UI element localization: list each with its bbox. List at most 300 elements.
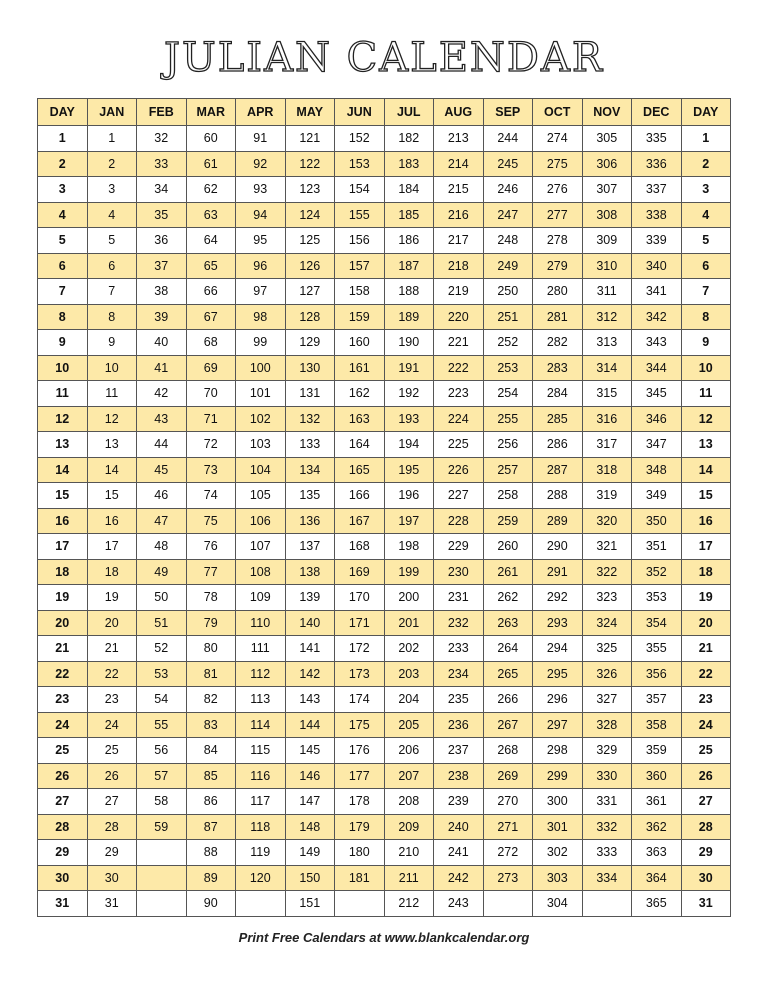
julian-day-cell: 129 (285, 330, 335, 356)
julian-day-cell: 155 (335, 202, 385, 228)
julian-day-cell: 329 (582, 738, 632, 764)
day-number-cell: 2 (681, 151, 731, 177)
julian-day-cell: 121 (285, 126, 335, 152)
julian-day-cell: 245 (483, 151, 533, 177)
julian-day-cell: 172 (335, 636, 385, 662)
julian-day-cell: 193 (384, 406, 434, 432)
day-number-cell: 16 (681, 508, 731, 534)
table-row (38, 177, 731, 203)
day-number-cell: 9 (38, 330, 88, 356)
julian-day-cell: 322 (582, 559, 632, 585)
column-header-jul: JUL (384, 99, 434, 126)
day-number-cell: 14 (38, 457, 88, 483)
julian-day-cell: 236 (434, 712, 484, 738)
julian-day-cell (137, 840, 187, 866)
julian-day-cell: 163 (335, 406, 385, 432)
julian-day-cell: 167 (335, 508, 385, 534)
julian-day-cell: 313 (582, 330, 632, 356)
julian-day-cell: 133 (285, 432, 335, 458)
julian-day-cell: 43 (137, 406, 187, 432)
julian-day-cell: 55 (137, 712, 187, 738)
julian-day-cell: 359 (632, 738, 682, 764)
julian-day-cell: 30 (87, 865, 137, 891)
julian-day-cell: 204 (384, 687, 434, 713)
julian-day-cell: 274 (533, 126, 583, 152)
julian-day-cell: 60 (186, 126, 236, 152)
julian-day-cell: 241 (434, 840, 484, 866)
julian-day-cell: 148 (285, 814, 335, 840)
julian-day-cell: 319 (582, 483, 632, 509)
julian-day-cell: 219 (434, 279, 484, 305)
table-row (38, 687, 731, 713)
julian-day-cell: 70 (186, 381, 236, 407)
julian-day-cell: 238 (434, 763, 484, 789)
table-row (38, 355, 731, 381)
julian-day-cell: 36 (137, 228, 187, 254)
day-number-cell: 12 (38, 406, 88, 432)
julian-day-cell: 101 (236, 381, 286, 407)
julian-day-cell: 69 (186, 355, 236, 381)
julian-day-cell: 103 (236, 432, 286, 458)
julian-day-cell: 28 (87, 814, 137, 840)
day-number-cell: 12 (681, 406, 731, 432)
julian-day-cell: 149 (285, 840, 335, 866)
julian-day-cell: 312 (582, 304, 632, 330)
day-number-cell: 17 (681, 534, 731, 560)
julian-day-cell: 310 (582, 253, 632, 279)
julian-day-cell (236, 891, 286, 917)
table-row (38, 126, 731, 152)
julian-day-cell: 45 (137, 457, 187, 483)
julian-day-cell: 294 (533, 636, 583, 662)
column-header-jan: JAN (87, 99, 137, 126)
julian-day-cell: 292 (533, 585, 583, 611)
julian-day-cell: 293 (533, 610, 583, 636)
julian-day-cell: 27 (87, 789, 137, 815)
julian-day-cell: 362 (632, 814, 682, 840)
julian-day-cell: 279 (533, 253, 583, 279)
julian-day-cell: 87 (186, 814, 236, 840)
julian-day-cell: 118 (236, 814, 286, 840)
julian-day-cell: 40 (137, 330, 187, 356)
julian-day-cell: 201 (384, 610, 434, 636)
table-row (38, 457, 731, 483)
julian-day-cell: 44 (137, 432, 187, 458)
julian-day-cell: 352 (632, 559, 682, 585)
julian-day-cell: 268 (483, 738, 533, 764)
julian-day-cell: 235 (434, 687, 484, 713)
julian-day-cell: 355 (632, 636, 682, 662)
julian-day-cell: 131 (285, 381, 335, 407)
julian-day-cell: 86 (186, 789, 236, 815)
julian-day-cell: 224 (434, 406, 484, 432)
day-number-cell: 20 (38, 610, 88, 636)
day-number-cell: 19 (681, 585, 731, 611)
julian-day-cell: 188 (384, 279, 434, 305)
column-header-aug: AUG (434, 99, 484, 126)
julian-day-cell: 26 (87, 763, 137, 789)
julian-day-cell: 85 (186, 763, 236, 789)
julian-day-cell: 59 (137, 814, 187, 840)
julian-day-cell: 110 (236, 610, 286, 636)
julian-day-cell: 115 (236, 738, 286, 764)
julian-day-cell: 206 (384, 738, 434, 764)
table-row (38, 585, 731, 611)
julian-day-cell: 320 (582, 508, 632, 534)
julian-day-cell: 94 (236, 202, 286, 228)
julian-day-cell: 258 (483, 483, 533, 509)
julian-day-cell: 326 (582, 661, 632, 687)
julian-day-cell: 125 (285, 228, 335, 254)
julian-day-cell: 127 (285, 279, 335, 305)
julian-day-cell: 89 (186, 865, 236, 891)
table-row (38, 840, 731, 866)
day-number-cell: 8 (38, 304, 88, 330)
julian-day-cell: 123 (285, 177, 335, 203)
day-number-cell: 5 (38, 228, 88, 254)
day-number-cell: 5 (681, 228, 731, 254)
julian-day-cell: 286 (533, 432, 583, 458)
julian-day-cell: 165 (335, 457, 385, 483)
julian-day-cell: 208 (384, 789, 434, 815)
julian-day-cell: 332 (582, 814, 632, 840)
column-header-may: MAY (285, 99, 335, 126)
julian-day-cell: 53 (137, 661, 187, 687)
table-row (38, 483, 731, 509)
julian-day-cell: 211 (384, 865, 434, 891)
julian-day-cell: 116 (236, 763, 286, 789)
julian-day-cell: 78 (186, 585, 236, 611)
julian-day-cell: 92 (236, 151, 286, 177)
table-row (38, 865, 731, 891)
julian-day-cell: 186 (384, 228, 434, 254)
day-number-cell: 1 (681, 126, 731, 152)
julian-day-cell: 82 (186, 687, 236, 713)
julian-day-cell: 260 (483, 534, 533, 560)
julian-day-cell: 75 (186, 508, 236, 534)
julian-day-cell: 124 (285, 202, 335, 228)
julian-day-cell: 296 (533, 687, 583, 713)
julian-day-cell: 164 (335, 432, 385, 458)
julian-day-cell: 136 (285, 508, 335, 534)
julian-day-cell: 74 (186, 483, 236, 509)
julian-day-cell: 1 (87, 126, 137, 152)
julian-day-cell: 50 (137, 585, 187, 611)
julian-day-cell: 325 (582, 636, 632, 662)
column-header-sep: SEP (483, 99, 533, 126)
julian-day-cell: 223 (434, 381, 484, 407)
julian-day-cell: 52 (137, 636, 187, 662)
julian-day-cell: 173 (335, 661, 385, 687)
julian-day-cell: 266 (483, 687, 533, 713)
julian-day-cell: 277 (533, 202, 583, 228)
julian-day-cell: 6 (87, 253, 137, 279)
julian-day-cell: 180 (335, 840, 385, 866)
julian-day-cell: 205 (384, 712, 434, 738)
julian-day-cell (137, 865, 187, 891)
day-number-cell: 4 (38, 202, 88, 228)
day-number-cell: 11 (38, 381, 88, 407)
table-row (38, 610, 731, 636)
julian-day-cell: 143 (285, 687, 335, 713)
julian-day-cell: 51 (137, 610, 187, 636)
julian-day-cell: 216 (434, 202, 484, 228)
day-number-cell: 10 (681, 355, 731, 381)
julian-day-cell: 185 (384, 202, 434, 228)
table-row (38, 406, 731, 432)
julian-day-cell: 361 (632, 789, 682, 815)
julian-day-cell: 246 (483, 177, 533, 203)
day-number-cell: 14 (681, 457, 731, 483)
julian-day-cell: 209 (384, 814, 434, 840)
julian-day-cell: 327 (582, 687, 632, 713)
table-row (38, 508, 731, 534)
julian-day-cell: 168 (335, 534, 385, 560)
julian-day-cell: 31 (87, 891, 137, 917)
julian-day-cell: 90 (186, 891, 236, 917)
julian-day-cell: 154 (335, 177, 385, 203)
column-header-feb: FEB (137, 99, 187, 126)
day-number-cell: 7 (681, 279, 731, 305)
julian-day-cell: 341 (632, 279, 682, 305)
julian-day-cell: 169 (335, 559, 385, 585)
day-number-cell: 25 (38, 738, 88, 764)
julian-day-cell: 364 (632, 865, 682, 891)
julian-day-cell: 162 (335, 381, 385, 407)
day-number-cell: 31 (38, 891, 88, 917)
julian-day-cell: 150 (285, 865, 335, 891)
julian-day-cell: 46 (137, 483, 187, 509)
julian-day-cell: 95 (236, 228, 286, 254)
julian-day-cell: 65 (186, 253, 236, 279)
julian-day-cell: 217 (434, 228, 484, 254)
julian-day-cell: 195 (384, 457, 434, 483)
julian-day-cell: 343 (632, 330, 682, 356)
julian-day-cell: 221 (434, 330, 484, 356)
julian-day-cell: 63 (186, 202, 236, 228)
day-number-cell: 10 (38, 355, 88, 381)
julian-day-cell (335, 891, 385, 917)
column-header-day-left: DAY (38, 99, 88, 126)
julian-day-cell: 183 (384, 151, 434, 177)
julian-day-cell: 22 (87, 661, 137, 687)
julian-day-cell: 106 (236, 508, 286, 534)
julian-day-cell: 76 (186, 534, 236, 560)
julian-day-cell: 174 (335, 687, 385, 713)
julian-day-cell: 19 (87, 585, 137, 611)
day-number-cell: 6 (38, 253, 88, 279)
julian-day-cell: 316 (582, 406, 632, 432)
julian-day-cell: 35 (137, 202, 187, 228)
julian-day-cell: 91 (236, 126, 286, 152)
julian-day-cell: 247 (483, 202, 533, 228)
julian-day-cell: 227 (434, 483, 484, 509)
julian-day-cell: 64 (186, 228, 236, 254)
julian-day-cell: 191 (384, 355, 434, 381)
julian-day-cell: 14 (87, 457, 137, 483)
julian-day-cell: 336 (632, 151, 682, 177)
julian-day-cell: 212 (384, 891, 434, 917)
day-number-cell: 4 (681, 202, 731, 228)
julian-day-cell: 228 (434, 508, 484, 534)
julian-day-cell: 119 (236, 840, 286, 866)
julian-day-cell: 280 (533, 279, 583, 305)
julian-day-cell: 347 (632, 432, 682, 458)
julian-day-cell: 345 (632, 381, 682, 407)
julian-day-cell: 199 (384, 559, 434, 585)
julian-day-cell: 107 (236, 534, 286, 560)
day-number-cell: 9 (681, 330, 731, 356)
julian-day-cell: 144 (285, 712, 335, 738)
day-number-cell: 13 (681, 432, 731, 458)
day-number-cell: 18 (681, 559, 731, 585)
julian-day-cell (137, 891, 187, 917)
julian-day-cell: 160 (335, 330, 385, 356)
julian-day-cell: 145 (285, 738, 335, 764)
day-number-cell: 26 (681, 763, 731, 789)
julian-day-cell: 213 (434, 126, 484, 152)
julian-day-cell: 350 (632, 508, 682, 534)
day-number-cell: 27 (38, 789, 88, 815)
julian-day-cell: 157 (335, 253, 385, 279)
julian-day-cell: 66 (186, 279, 236, 305)
julian-day-cell: 178 (335, 789, 385, 815)
julian-day-cell: 108 (236, 559, 286, 585)
julian-day-cell: 7 (87, 279, 137, 305)
julian-day-cell: 276 (533, 177, 583, 203)
julian-day-cell: 275 (533, 151, 583, 177)
julian-day-cell: 42 (137, 381, 187, 407)
julian-day-cell: 351 (632, 534, 682, 560)
julian-day-cell: 297 (533, 712, 583, 738)
julian-day-cell: 111 (236, 636, 286, 662)
julian-day-cell: 20 (87, 610, 137, 636)
julian-day-cell: 96 (236, 253, 286, 279)
julian-day-cell: 120 (236, 865, 286, 891)
julian-day-cell: 102 (236, 406, 286, 432)
julian-day-cell: 234 (434, 661, 484, 687)
julian-day-cell: 73 (186, 457, 236, 483)
table-row (38, 789, 731, 815)
julian-day-cell: 324 (582, 610, 632, 636)
julian-day-cell: 261 (483, 559, 533, 585)
column-header-day-right: DAY (681, 99, 731, 126)
julian-calendar-table (37, 98, 731, 917)
julian-day-cell: 328 (582, 712, 632, 738)
table-row (38, 202, 731, 228)
julian-day-cell: 226 (434, 457, 484, 483)
julian-day-cell (483, 891, 533, 917)
day-number-cell: 1 (38, 126, 88, 152)
julian-day-cell: 230 (434, 559, 484, 585)
day-number-cell: 29 (38, 840, 88, 866)
julian-day-cell: 142 (285, 661, 335, 687)
day-number-cell: 3 (38, 177, 88, 203)
julian-day-cell: 331 (582, 789, 632, 815)
julian-day-cell: 267 (483, 712, 533, 738)
day-number-cell: 8 (681, 304, 731, 330)
julian-day-cell: 9 (87, 330, 137, 356)
julian-day-cell: 182 (384, 126, 434, 152)
julian-day-cell: 112 (236, 661, 286, 687)
julian-day-cell: 243 (434, 891, 484, 917)
julian-day-cell: 21 (87, 636, 137, 662)
julian-day-cell: 161 (335, 355, 385, 381)
julian-day-cell: 253 (483, 355, 533, 381)
julian-day-cell: 323 (582, 585, 632, 611)
julian-day-cell: 240 (434, 814, 484, 840)
julian-day-cell: 308 (582, 202, 632, 228)
table-row (38, 279, 731, 305)
julian-day-cell: 146 (285, 763, 335, 789)
julian-day-cell: 16 (87, 508, 137, 534)
julian-day-cell: 153 (335, 151, 385, 177)
table-row (38, 432, 731, 458)
julian-day-cell: 348 (632, 457, 682, 483)
julian-day-cell: 80 (186, 636, 236, 662)
julian-day-cell: 17 (87, 534, 137, 560)
julian-day-cell: 34 (137, 177, 187, 203)
julian-day-cell: 225 (434, 432, 484, 458)
julian-day-cell: 233 (434, 636, 484, 662)
julian-day-cell: 283 (533, 355, 583, 381)
julian-day-cell: 177 (335, 763, 385, 789)
julian-day-cell: 156 (335, 228, 385, 254)
julian-day-cell: 264 (483, 636, 533, 662)
julian-day-cell: 342 (632, 304, 682, 330)
julian-day-cell: 271 (483, 814, 533, 840)
day-number-cell: 11 (681, 381, 731, 407)
julian-day-cell: 358 (632, 712, 682, 738)
julian-day-cell: 140 (285, 610, 335, 636)
day-number-cell: 2 (38, 151, 88, 177)
table-row (38, 151, 731, 177)
column-header-apr: APR (236, 99, 286, 126)
julian-day-cell: 197 (384, 508, 434, 534)
julian-day-cell: 29 (87, 840, 137, 866)
julian-day-cell: 215 (434, 177, 484, 203)
julian-day-cell: 24 (87, 712, 137, 738)
julian-day-cell: 99 (236, 330, 286, 356)
julian-day-cell: 306 (582, 151, 632, 177)
julian-day-cell: 298 (533, 738, 583, 764)
julian-day-cell: 232 (434, 610, 484, 636)
julian-day-cell: 104 (236, 457, 286, 483)
julian-day-cell: 203 (384, 661, 434, 687)
julian-day-cell: 256 (483, 432, 533, 458)
julian-day-cell: 54 (137, 687, 187, 713)
julian-day-cell: 98 (236, 304, 286, 330)
julian-day-cell: 84 (186, 738, 236, 764)
julian-day-cell: 13 (87, 432, 137, 458)
julian-day-cell: 23 (87, 687, 137, 713)
julian-day-cell: 114 (236, 712, 286, 738)
julian-day-cell: 151 (285, 891, 335, 917)
julian-day-cell: 134 (285, 457, 335, 483)
page-title: JULIAN CALENDAR (163, 35, 605, 81)
table-row (38, 738, 731, 764)
julian-day-cell: 281 (533, 304, 583, 330)
julian-day-cell: 288 (533, 483, 583, 509)
julian-day-cell: 354 (632, 610, 682, 636)
julian-day-cell: 338 (632, 202, 682, 228)
julian-day-cell: 340 (632, 253, 682, 279)
julian-day-cell: 68 (186, 330, 236, 356)
julian-day-cell: 270 (483, 789, 533, 815)
table-row (38, 661, 731, 687)
julian-day-cell (582, 891, 632, 917)
table-row (38, 330, 731, 356)
